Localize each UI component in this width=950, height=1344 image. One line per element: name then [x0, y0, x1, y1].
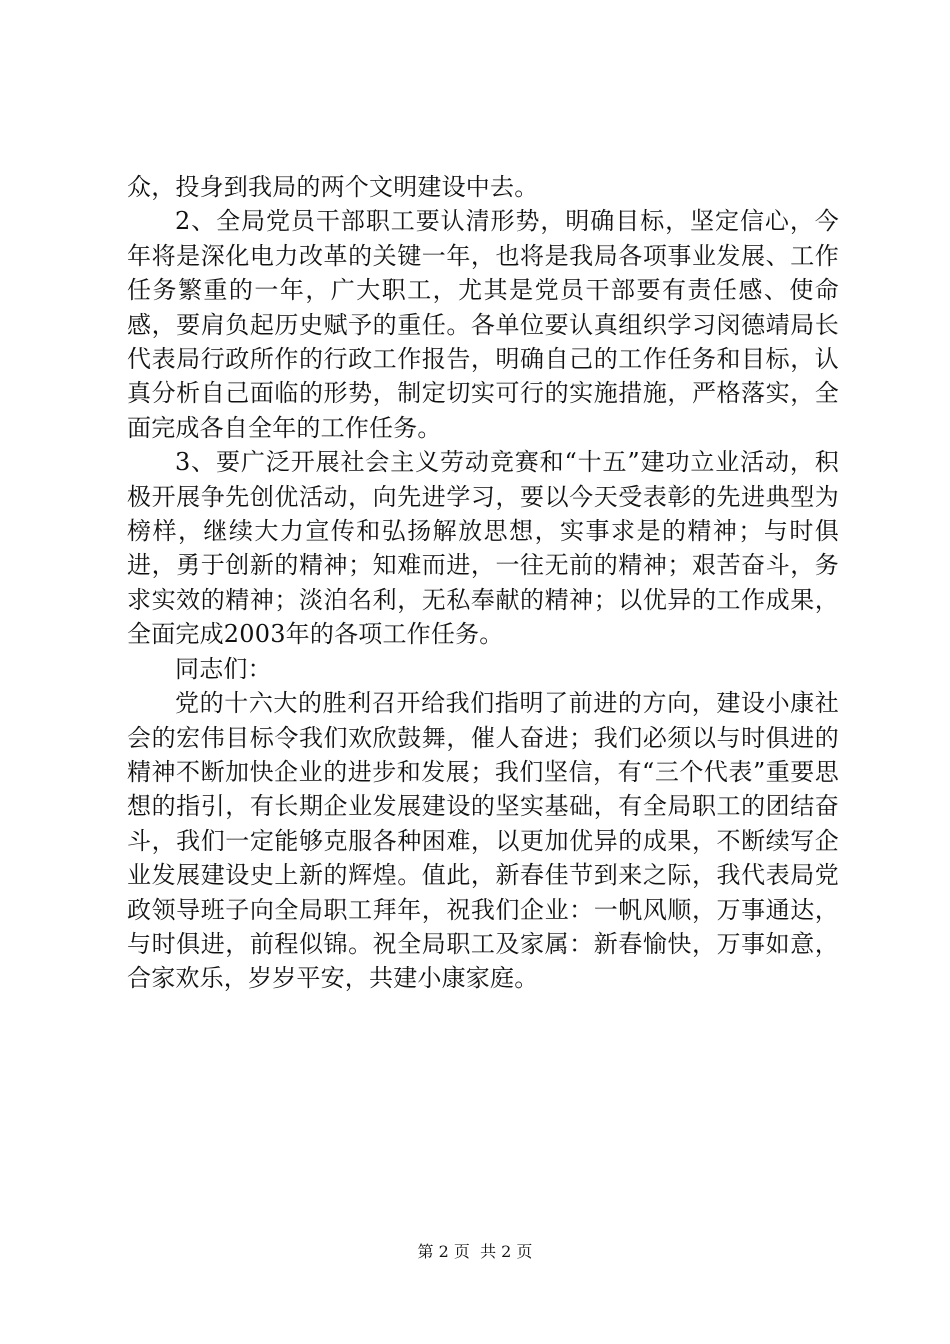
closing-paragraph: 党的十六大的胜利召开给我们指明了前进的方向，建设小康社会的宏伟目标令我们欢欣鼓舞，催人奋进；我们必须以与时俱进的精神不断加快企业的进步和发展；我们坚信，有“三个代表”重要思想的指引，有长期企业发展建设的坚实基础，有全局职工的团结奋斗，我们一定能够克服各种困难，以更加优异的成果，不断续写企业发展建设史上新的辉煌。值此，新春佳节到来之际，我代表局党政领导班子向全局职工拜年，祝我们企业：一帆风顺，万事通达，与时俱进，前程似锦。祝全局职工及家属：新春愉快，万事如意，合家欢乐，岁岁平安，共建小康家庭。: [127, 689, 839, 993]
salutation: 同志们：: [175, 654, 272, 683]
document-body: [127, 170, 839, 996]
paragraph-item-2: 2、全局党员干部职工要认清形势，明确目标，坚定信心，今年将是深化电力改革的关键一年，也将是我局各项事业发展、工作任务繁重的一年，广大职工，尤其是党员干部要有责任感、使命感，要肩负起历史赋予的重任。各单位要认真组织学习闵德靖局长代表局行政所作的行政工作报告，明确自己的工作任务和目标，认真分析自己面临的形势，制定切实可行的实施措施，严格落实，全面完成各自全年的工作任务。: [127, 207, 839, 442]
paragraph-item-3: 3、要广泛开展社会主义劳动竞赛和“十五”建功立业活动，积极开展争先创优活动，向先进学习，要以今天受表彰的先进典型为榜样，继续大力宣传和弘扬解放思想，实事求是的精神；与时俱进，勇于创新的精神；知难而进，一往无前的精神；艰苦奋斗，务求实效的精神；淡泊名利，无私奉献的精神；以优异的工作成果，全面完成2003年的各项工作任务。: [127, 448, 839, 649]
page-footer: [0, 1242, 950, 1262]
paragraph-continuation: 众，投身到我局的两个文明建设中去。: [127, 173, 539, 201]
page-number-label: 第 2 页 共 2 页: [417, 1242, 533, 1261]
